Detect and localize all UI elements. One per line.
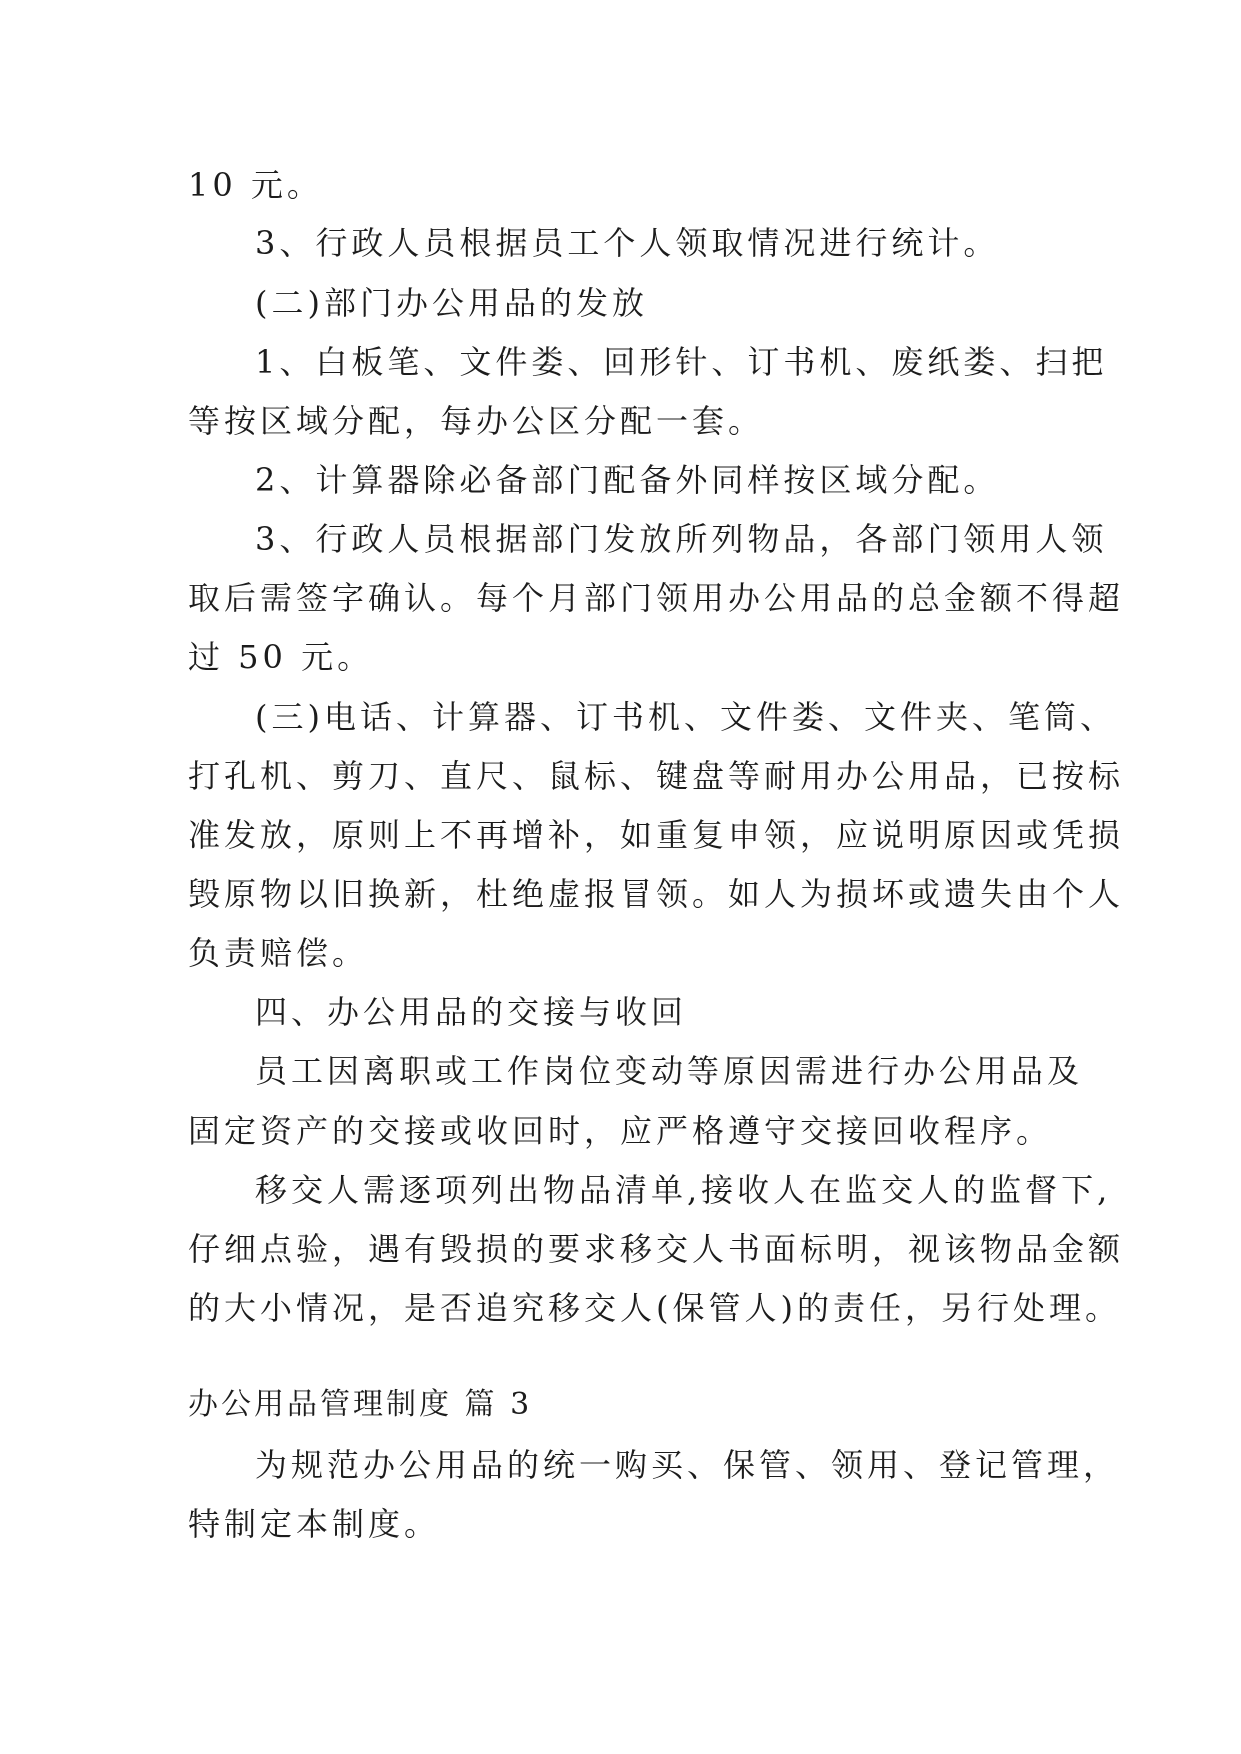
text-line: (三)电话、计算器、订书机、文件娄、文件夹、笔筒、 — [255, 698, 1116, 736]
text-line: 2、计算器除必备部门配备外同样按区域分配。 — [255, 461, 1000, 499]
section-heading: (二)部门办公用品的发放 — [255, 284, 648, 322]
text-line: 毁原物以旧换新，杜绝虚报冒领。如人为损坏或遗失由个人 — [188, 875, 1125, 913]
text-line: 特制定本制度。 — [188, 1505, 441, 1543]
text-line: 等按区域分配，每办公区分配一套。 — [188, 402, 765, 440]
text-line: 员工因离职或工作岗位变动等原因需进行办公用品及 — [255, 1052, 1084, 1090]
section-heading: 四、办公用品的交接与收回 — [255, 993, 688, 1031]
document-title: 办公用品管理制度 篇 3 — [188, 1387, 533, 1422]
text-line: 移交人需逐项列出物品清单,接收人在监交人的监督下, — [255, 1171, 1112, 1209]
text-line: 的大小情况，是否追究移交人(保管人)的责任，另行处理。 — [188, 1289, 1121, 1327]
text-line: 固定资产的交接或收回时，应严格遵守交接回收程序。 — [188, 1112, 1053, 1150]
text-line: 1、白板笔、文件娄、回形针、订书机、废纸娄、扫把 — [255, 343, 1108, 381]
text-line: 负责赔偿。 — [188, 934, 369, 972]
text-line: 仔细点验，遇有毁损的要求移交人书面标明，视该物品金额 — [188, 1230, 1125, 1268]
text-line: 为规范办公用品的统一购买、保管、领用、登记管理， — [255, 1446, 1120, 1484]
text-line: 3、行政人员根据部门发放所列物品，各部门领用人领 — [255, 520, 1108, 558]
text-line: 准发放，原则上不再增补，如重复申领，应说明原因或凭损 — [188, 816, 1125, 854]
text-line: 过 50 元。 — [188, 638, 374, 676]
text-line: 10 元。 — [188, 166, 323, 204]
text-line: 取后需签字确认。每个月部门领用办公用品的总金额不得超 — [188, 579, 1125, 617]
text-line: 打孔机、剪刀、直尺、鼠标、键盘等耐用办公用品，已按标 — [188, 757, 1125, 795]
text-line: 3、行政人员根据员工个人领取情况进行统计。 — [255, 224, 1000, 262]
